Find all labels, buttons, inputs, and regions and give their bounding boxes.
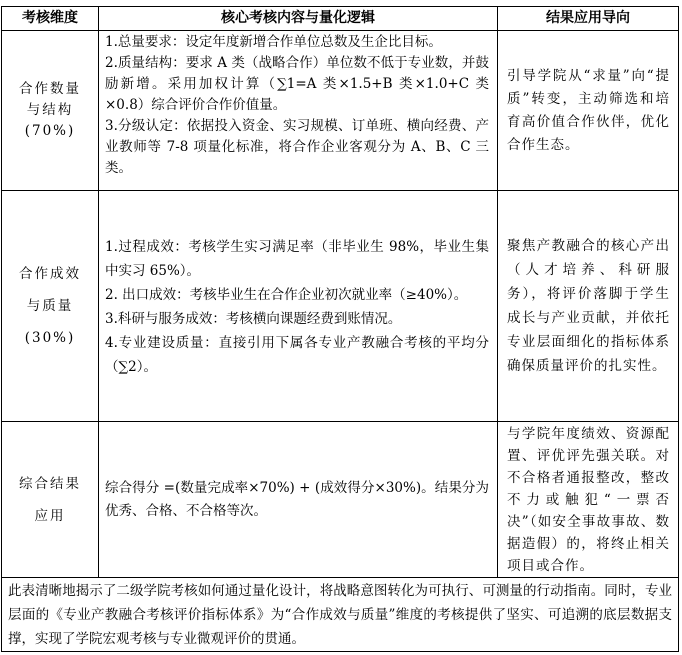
guide-text: 聚焦产教融合的核心产出（人才培养、科研服务），将评价落脚于学生成长与产业贡献，并依托专业层面细化的指标体系确保质量评价的扎实性。 (507, 238, 670, 374)
content-item: 4.专业建设质量：直接引用下属各专业产教融合考核的平均分（∑2）。 (105, 334, 489, 375)
dimension-result-application (2, 422, 98, 577)
content-item: 综合得分 =(数量完成率×70%) + (成效得分×30%)。结果分为优秀、合格、不合格等次。 (105, 480, 489, 519)
guide-text: 引导学院从“求量”向“提质”转变，主动筛选和培育高价值合作伙伴，优化合作生态。 (507, 67, 670, 153)
dimension-line: 与结构 (26, 102, 74, 118)
content-effect-quality (99, 191, 497, 421)
dimension-line: 与质量 (26, 298, 74, 314)
header-dimension: 考核维度 (22, 10, 78, 26)
dimension-line: 合作成效 (19, 266, 81, 282)
guide-text: 与学院年度绩效、资源配置、评优评先强关联。对不合格者通报整改，整改不力或触犯“一票否决”（如安全事故事故、数据造假）的，将终止相关项目或合作。 (507, 425, 670, 574)
content-item: 1.过程成效：考核学生实习满足率（非毕业生 98%，毕业生集中实习 65%）。 (105, 238, 489, 279)
content-quantity-structure (99, 31, 497, 190)
dimension-quantity-structure (2, 31, 98, 190)
dimension-line: 综合结果 (19, 475, 81, 492)
dimension-line: 合作数量 (19, 81, 81, 97)
content-item: 3.科研与服务成效：考核横向课题经费到账情况。 (105, 310, 402, 327)
dimension-weight: (70%) (24, 123, 76, 139)
footnote-text: 此表清晰地揭示了二级学院考核如何通过量化设计，将战略意图转化为可执行、可测量的行动指南。同时，专业层面的《专业产教融合考核评价指标体系》为“合作成效与质量”维度的考核提供了坚实、可追溯的底层数据支撑，实现了学院宏观考核与专业微观评价的贯通。 (8, 582, 672, 647)
dimension-weight: (30%) (24, 330, 76, 346)
table-footnote (2, 578, 678, 651)
guide-quantity-structure (498, 31, 678, 190)
assessment-table (1, 6, 679, 652)
dimension-effect-quality (2, 191, 98, 421)
content-item: 3.分级认定：依据投入资金、实习规模、订单班、横向经费、产业教师等 7-8 项量化标准，将合作企业客观分为 A、B、C 三类。 (105, 118, 489, 176)
guide-result-application (498, 422, 678, 577)
header-content: 核心考核内容与量化逻辑 (221, 10, 375, 26)
header-guide: 结果应用导向 (546, 10, 630, 26)
guide-effect-quality (498, 191, 678, 421)
content-item: 2.质量结构：要求 A 类（战略合作）单位数不低于专业数，并鼓励新增。采用加权计算（∑1=A 类×1.5+B 类×1.0+C 类×0.8）综合评价合作价值量。 (105, 55, 489, 113)
content-result-application (99, 422, 497, 577)
content-item: 2. 出口成效：考核毕业生在合作企业初次就业率（≥40%）。 (105, 286, 468, 303)
dimension-line: 应用 (34, 507, 66, 524)
content-item: 1.总量要求：设定年度新增合作单位总数及生企比目标。 (105, 34, 442, 50)
